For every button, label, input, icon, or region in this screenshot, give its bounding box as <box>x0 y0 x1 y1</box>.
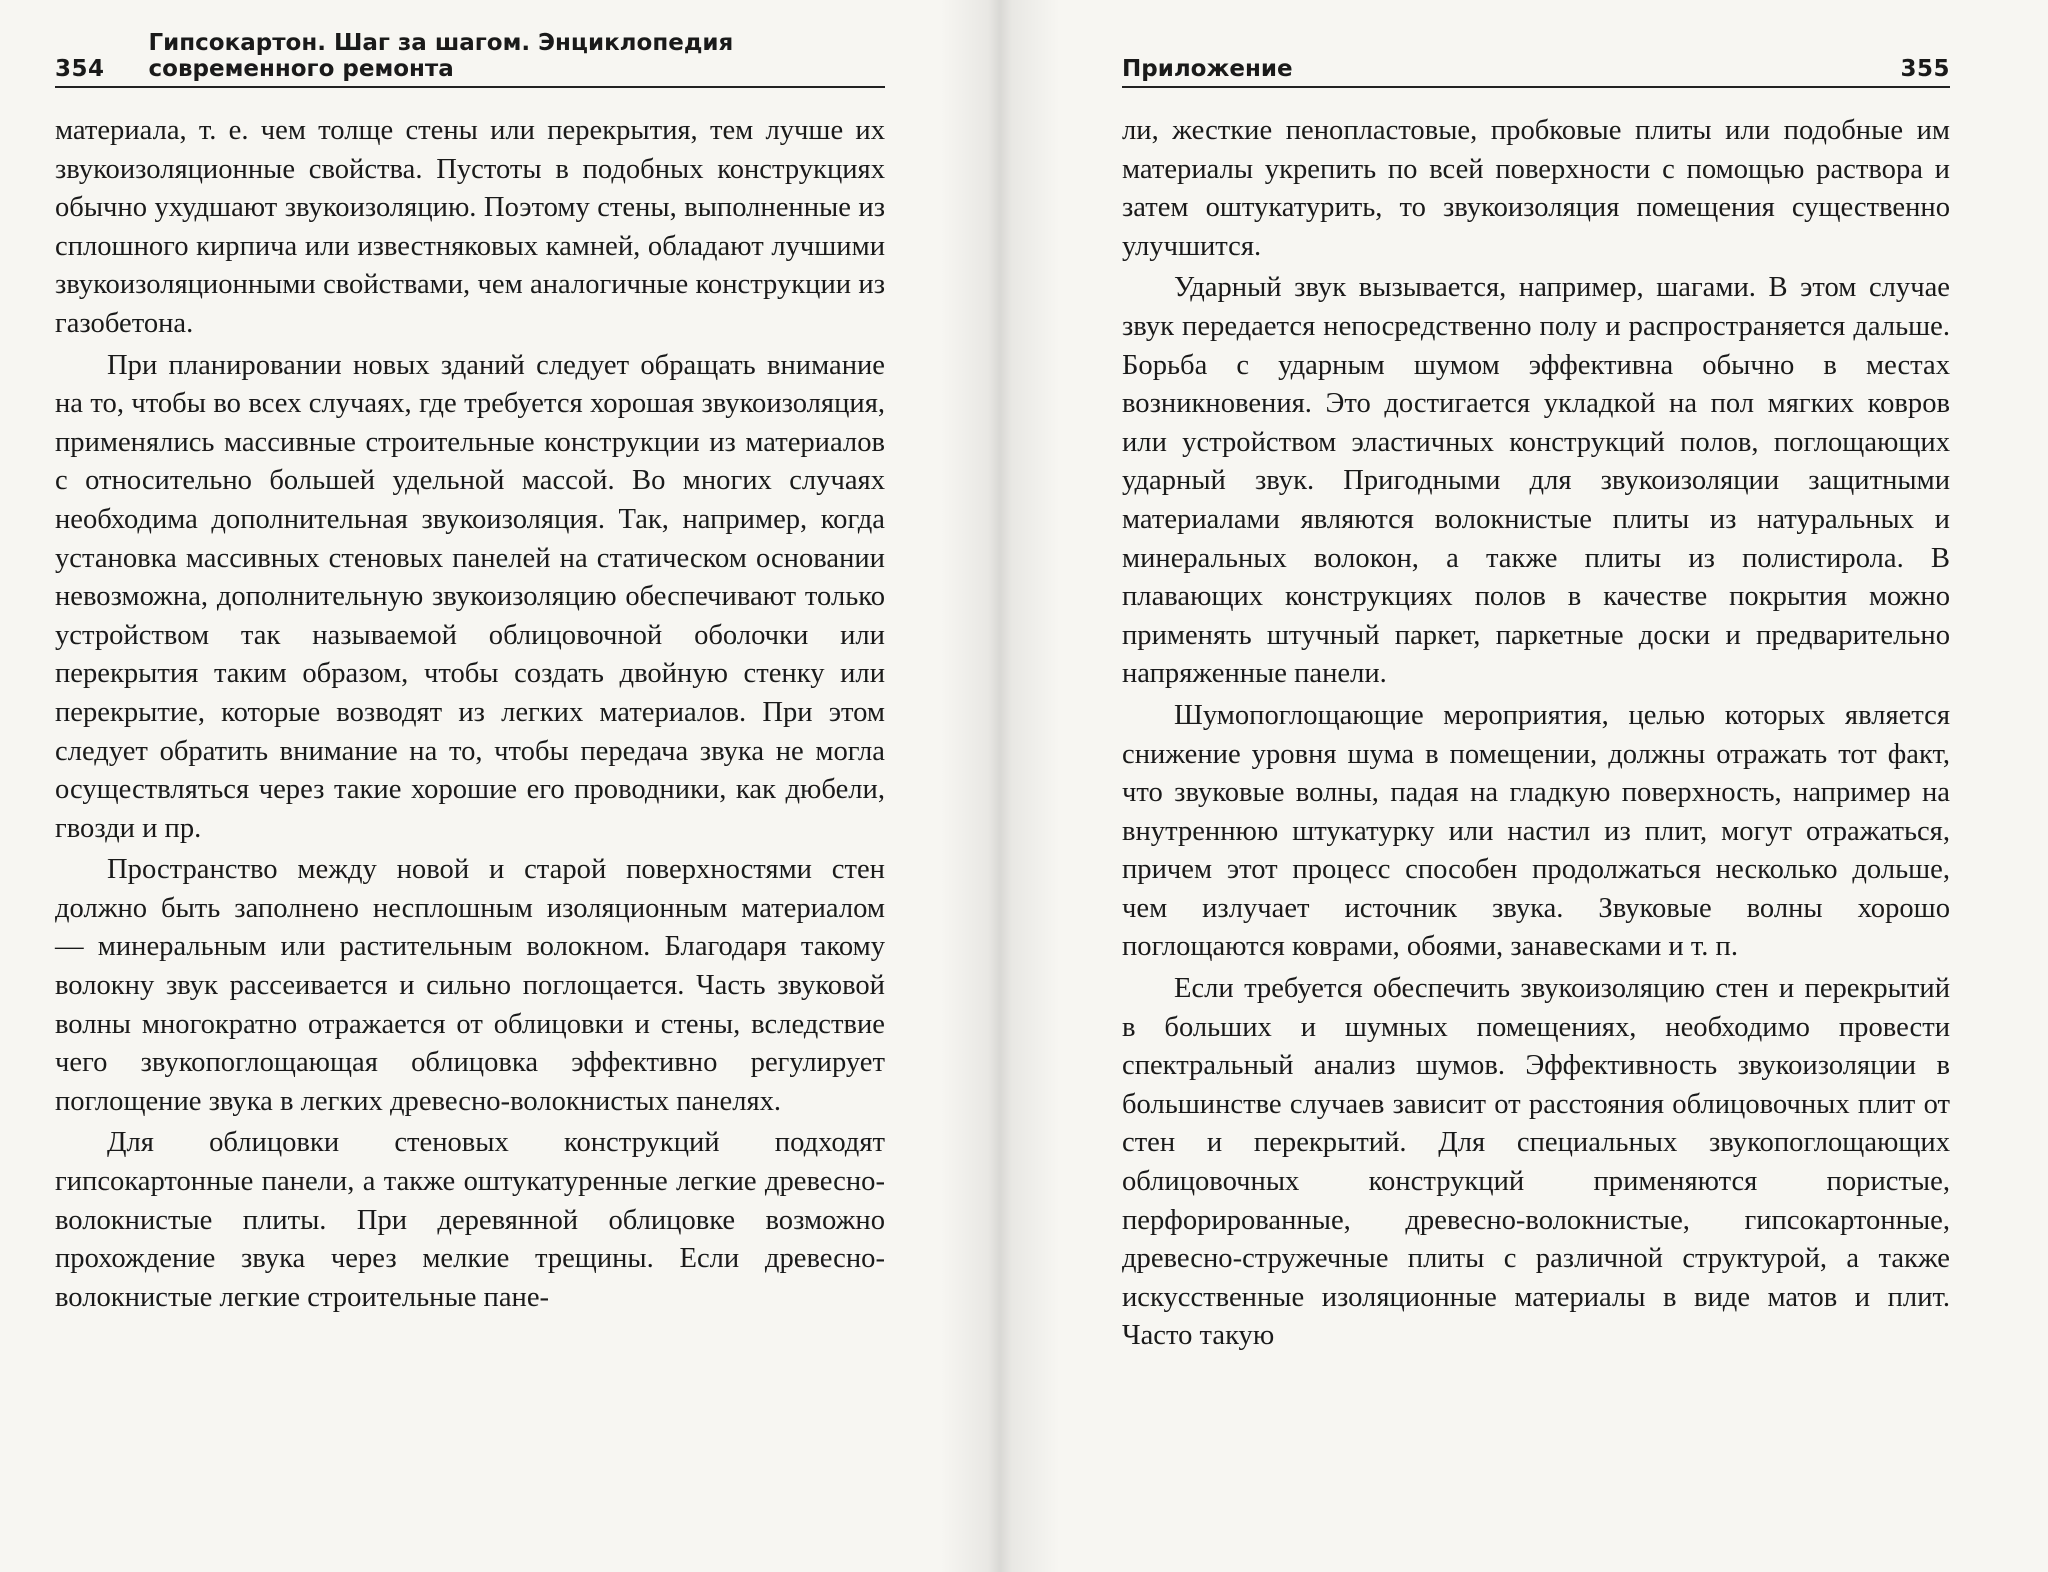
right-page-header <box>1122 52 1950 88</box>
left-paragraph-4: Для облицовки стеновых конструкций подходят гипсокартонные панели, а также оштукатуренные легкие древесно-волокнистые плиты. При деревянной облицовке возможно прохождение звука через мелкие трещины. Если древесно-волокнистые легкие строительные пане- <box>55 1127 885 1313</box>
left-page-header <box>55 30 885 88</box>
right-running-title: Приложение <box>1122 56 1293 82</box>
left-page-number: 354 <box>55 56 105 82</box>
right-paragraph-2: Ударный звук вызывается, например, шагами. В этом случае звук передается непосредственно полу и распространяется дальше. Борьба с ударным шумом эффективна обычно в местах возникновения. Это достигается укладкой на пол мягких ковров или устройством эластичных конструкций полов, поглощающих ударный звук. Пригодными для звукоизоляции защитными материалами являются волокнистые плиты из натуральных и минеральных волокон, а также плиты из полистирола. В плавающих конструкциях полов в качестве покрытия можно применять штучный паркет, паркетные доски и предварительно напряженные панели. <box>1122 272 1950 690</box>
right-page <box>1000 0 2048 1572</box>
left-running-title: Гипсокартон. Шаг за шагом. Энциклопедия современного ремонта <box>148 30 734 82</box>
right-page-number: 355 <box>1900 56 1950 82</box>
left-paragraph-1: материала, т. е. чем толще стены или перекрытия, тем лучше их звукоизоляционные свойства. Пустоты в подобных конструкциях обычно ухудшают звукоизоляцию. Поэтому стены, выполненные из сплошного кирпича или известняковых камней, обладают лучшими звукоизоляционными свойствами, чем аналогичные конструкции из газобетона. <box>55 115 885 339</box>
left-page <box>0 0 1000 1572</box>
right-paragraph-3: Шумопоглощающие мероприятия, целью которых является снижение уровня шума в помещении, должны отражать тот факт, что звуковые волны, падая на гладкую поверхность, например на внутреннюю штукатурку или настил из плит, могут отражаться, причем этот процесс способен продолжаться несколько дольше, чем излучает источник звука. Звуковые волны хорошо поглощаются коврами, обоями, занавесками и т. п. <box>1122 699 1950 963</box>
left-page-body <box>55 112 885 1317</box>
right-paragraph-4: Если требуется обеспечить звукоизоляцию стен и перекрытий в больших и шумных помещениях, необходимо провести спектральный анализ шумов. Эффективность звукоизоляции в большинстве случаев зависит от расстояния облицовочных плит от стен и перекрытий. Для специальных звукопоглощающих облицовочных конструкций применяются пористые, перфорированные, древесно-волокнистые, гипсокартонные, древесно-стружечные плиты с различной структурой, а также искусственные изоляционные материалы в виде матов и плит. Часто такую <box>1122 973 1950 1352</box>
right-paragraph-1: ли, жесткие пенопластовые, пробковые плиты или подобные им материалы укрепить по всей поверхности с помощью раствора и затем оштукатурить, то звукоизоляция помещения существенно улучшится. <box>1122 115 1950 262</box>
left-paragraph-2: При планировании новых зданий следует обращать внимание на то, чтобы во всех случаях, где требуется хорошая звукоизоляция, применялись массивные строительные конструкции из материалов с относительно большей удельной массой. Во многих случаях необходима дополнительная звукоизоляция. Так, например, когда установка массивных стеновых панелей на статическом основании невозможна, дополнительную звукоизоляцию обеспечивают только устройством так называемой облицовочной оболочки или перекрытия таким образом, чтобы создать двойную стенку или перекрытие, которые возводят из легких материалов. При этом следует обратить внимание на то, чтобы передача звука не могла осуществляться через такие хорошие его проводники, как дюбели, гвозди и пр. <box>55 349 885 844</box>
right-page-body <box>1122 112 1950 1356</box>
left-paragraph-3: Пространство между новой и старой поверхностями стен должно быть заполнено несплошным изоляционным материалом — минеральным или растительным волокном. Благодаря такому волокну звук рассеивается и сильно поглощается. Часть звуковой волны многократно отражается от облицовки и стены, вследствие чего звукопоглощающая облицовка эффективно регулирует поглощение звука в легких древесно-волокнистых панелях. <box>55 854 885 1117</box>
